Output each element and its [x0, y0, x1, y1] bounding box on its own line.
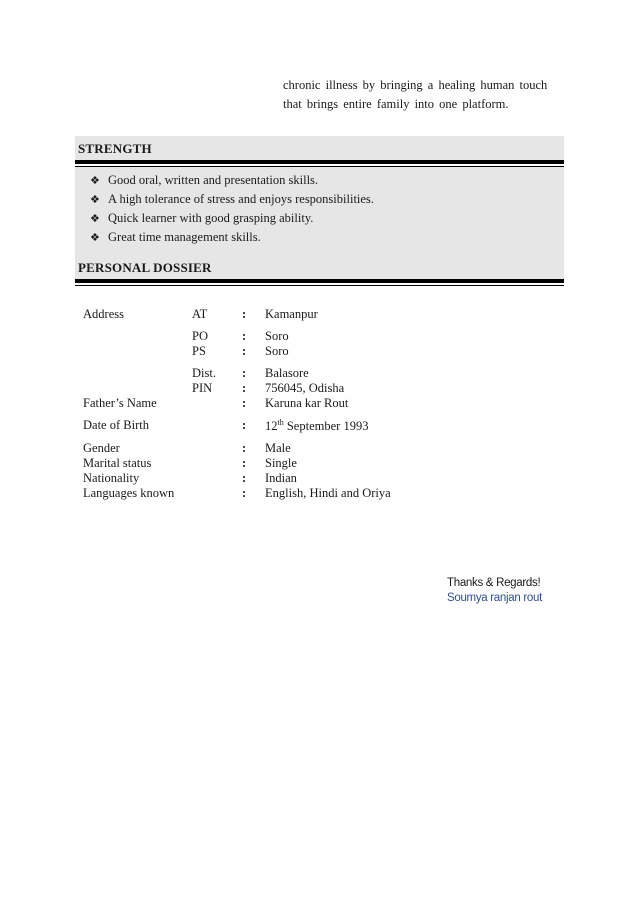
section-rule-thin — [75, 285, 564, 286]
dossier-header — [75, 246, 564, 279]
signoff-name: Soumya ranjan rout — [447, 592, 542, 604]
strength-header — [75, 136, 564, 160]
dob-row: Date of Birth : 12th September 1993 — [83, 418, 369, 434]
address-row-dist: Dist. : Balasore — [192, 366, 309, 380]
diamond-bullet-icon: ❖ — [90, 193, 100, 207]
marital-status-row: Marital status : Single — [83, 456, 297, 470]
gender-row: Gender : Male — [83, 441, 291, 455]
dob-value: 12th September 1993 — [265, 418, 369, 434]
nationality-row: Nationality : Indian — [83, 471, 297, 485]
address-row-at: Address AT : Kamanpur — [83, 307, 318, 321]
strength-section — [75, 136, 564, 255]
dossier-title: PERSONAL DOSSIER — [78, 260, 212, 275]
list-item: ❖ Good oral, written and presentation skills. — [90, 171, 564, 190]
strength-body — [75, 167, 564, 255]
signoff — [447, 576, 542, 606]
diamond-bullet-icon: ❖ — [90, 174, 100, 188]
address-row-pin: PIN : 756045, Odisha — [192, 381, 345, 395]
list-item: ❖ Great time management skills. — [90, 228, 564, 247]
diamond-bullet-icon: ❖ — [90, 231, 100, 245]
diamond-bullet-icon: ❖ — [90, 212, 100, 226]
intro-line-2: that brings entire family into one platform. — [283, 97, 509, 111]
list-item: ❖ Quick learner with good grasping ability. — [90, 209, 564, 228]
signoff-greeting: Thanks & Regards! — [447, 577, 541, 589]
intro-text — [283, 76, 558, 114]
languages-row: Languages known : English, Hindi and Oriya — [83, 486, 391, 500]
list-item: ❖ A high tolerance of stress and enjoys responsibilities. — [90, 190, 564, 209]
intro-line-1: chronic illness by bringing a healing human touch — [283, 78, 548, 92]
fathers-name-row: Father’s Name : Karuna kar Rout — [83, 396, 349, 410]
strength-list — [75, 171, 564, 247]
dossier-section — [75, 246, 564, 286]
address-row-po: PO : Soro — [192, 329, 289, 343]
strength-title: STRENGTH — [78, 141, 152, 156]
address-row-ps: PS : Soro — [192, 344, 289, 358]
address-label: Address — [83, 307, 124, 321]
